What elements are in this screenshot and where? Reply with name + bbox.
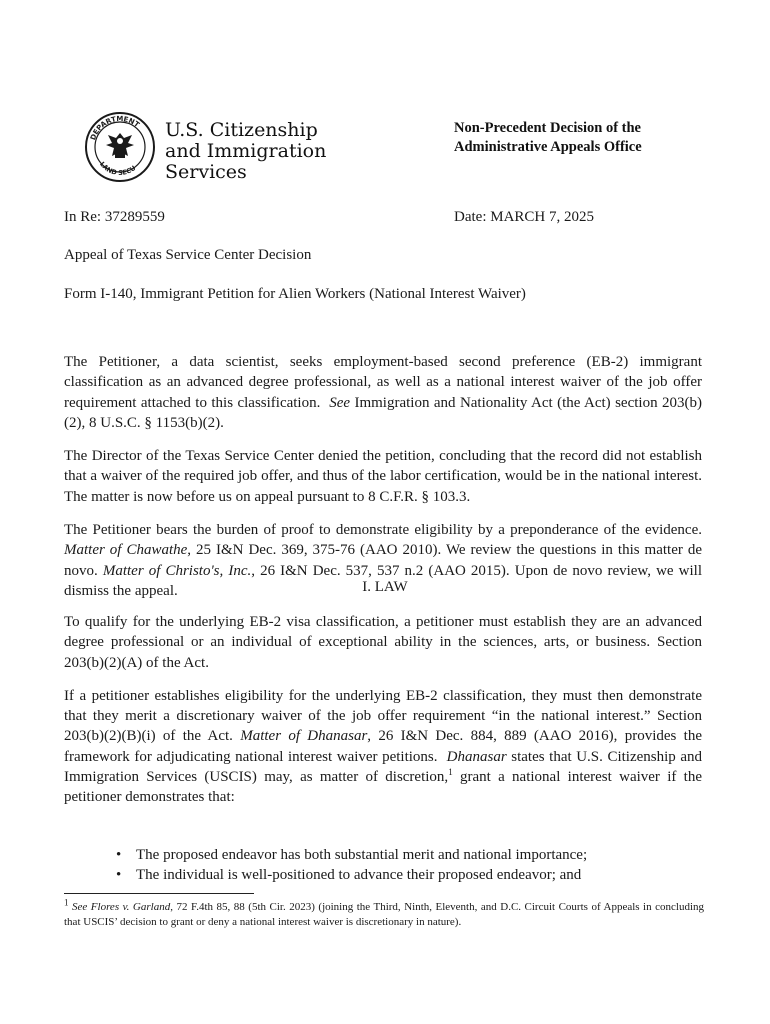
case-number: In Re: 37289559 bbox=[64, 209, 165, 225]
agency-name bbox=[165, 120, 326, 183]
form-line: Form I-140, Immigrant Petition for Alien Workers (National Interest Waiver) bbox=[64, 286, 526, 302]
text: Immigration and Nationality Act (the Act) section 203(b)(2), 8 U.S.C. § 1153(b)(2). bbox=[64, 394, 702, 431]
decision-line: Administrative Appeals Office bbox=[454, 139, 642, 155]
text: , 26 I&N Dec. 537, 537 n.2 (AAO 2015). Upon de novo review, we will dismiss the appeal. bbox=[64, 562, 702, 599]
appeal-line: Appeal of Texas Service Center Decision bbox=[64, 247, 312, 263]
decision-line: Non-Precedent Decision of the bbox=[454, 120, 641, 136]
paragraph bbox=[64, 352, 702, 433]
text: , 26 I&N Dec. 884, 889 (AAO 2016), provides the framework for adjudicating national interest waiver petitions. bbox=[64, 728, 702, 765]
text: The Petitioner, a data scientist, seeks employment-based second preference (EB-2) immigrant classification as an advanced degree professional, as well as a national interest waiver of the job offer requirement attached to this classification. bbox=[64, 354, 702, 411]
decision-type bbox=[454, 119, 642, 157]
case-citation: Matter of Dhanasar bbox=[240, 728, 368, 745]
text: states that U.S. Citizenship and Immigration Services (USCIS) may, as matter of discretion, bbox=[64, 748, 703, 786]
agency-line: Services bbox=[165, 161, 247, 183]
agency-line: U.S. Citizenship bbox=[165, 119, 318, 141]
paragraph: To qualify for the underlying EB-2 visa classification, a petitioner must establish they are an advanced degree professional or an individual of exceptional ability in the sciences, arts, or business. Section 203(b)(2)(A) of the Act. bbox=[64, 614, 702, 671]
svg-text:LAND SECU bbox=[98, 160, 137, 177]
text: The Petitioner bears the burden of proof to demonstrate eligibility by a preponderance of the evidence. bbox=[64, 522, 702, 539]
agency-line: and Immigration bbox=[165, 140, 327, 162]
footnote bbox=[64, 897, 704, 930]
body-section-law bbox=[64, 612, 702, 821]
body-section-intro bbox=[64, 352, 702, 614]
dhs-seal-icon bbox=[84, 111, 156, 183]
list-item: • The proposed endeavor has both substantial merit and national importance; bbox=[116, 845, 716, 865]
decision-date: Date: MARCH 7, 2025 bbox=[454, 209, 594, 225]
footnote-number: 1 bbox=[64, 897, 69, 908]
section-heading: I. LAW bbox=[362, 579, 408, 595]
case-citation: Matter of Chawathe bbox=[64, 542, 188, 559]
paragraph: The Director of the Texas Service Center denied the petition, concluding that the record did not establish that a waiver of the required job offer, and thus of the labor certification, would be in the national interest. The matter is now before us on appeal pursuant to 8 C.F.R. § 103.3. bbox=[64, 448, 702, 505]
seal-bottom-text: LAND SECU bbox=[98, 160, 138, 178]
citation-signal: See bbox=[329, 394, 351, 411]
paragraph bbox=[64, 686, 702, 808]
case-citation: Matter of Christo's, Inc. bbox=[102, 562, 252, 579]
text: If a petitioner establishes eligibility for the underlying EB-2 classification, they must then demonstrate that they merit a discretionary waiver of the job offer requirement “in the national interest.” Section 203(b)(2)(B)(i) of the Act. bbox=[64, 687, 702, 745]
list-item: • The individual is well-positioned to advance their proposed endeavor; and bbox=[116, 865, 716, 885]
criteria-list bbox=[116, 845, 716, 885]
case-citation: Dhanasar bbox=[446, 748, 507, 765]
case-citation: See Flores v. Garland bbox=[72, 901, 171, 913]
footnote-divider bbox=[64, 893, 254, 894]
svg-text:DEPARTMENT bbox=[89, 115, 141, 141]
seal-top-text: DEPARTMENT bbox=[89, 114, 141, 142]
text: grant a national interest waiver if the petitioner demonstrates that: bbox=[64, 769, 702, 806]
footnote-ref[interactable]: 1 bbox=[448, 767, 453, 778]
text: , 72 F.4th 85, 88 (5th Cir. 2023) (joining the Third, Ninth, Eleventh, and D.C. Circuit Courts of Appeals in concluding that USCIS’ decision to grant or deny a national interest waiver is discretionary in nature). bbox=[64, 901, 704, 928]
text: , 25 I&N Dec. 369, 375-76 (AAO 2010). We review the questions in this matter de novo. bbox=[64, 542, 702, 579]
